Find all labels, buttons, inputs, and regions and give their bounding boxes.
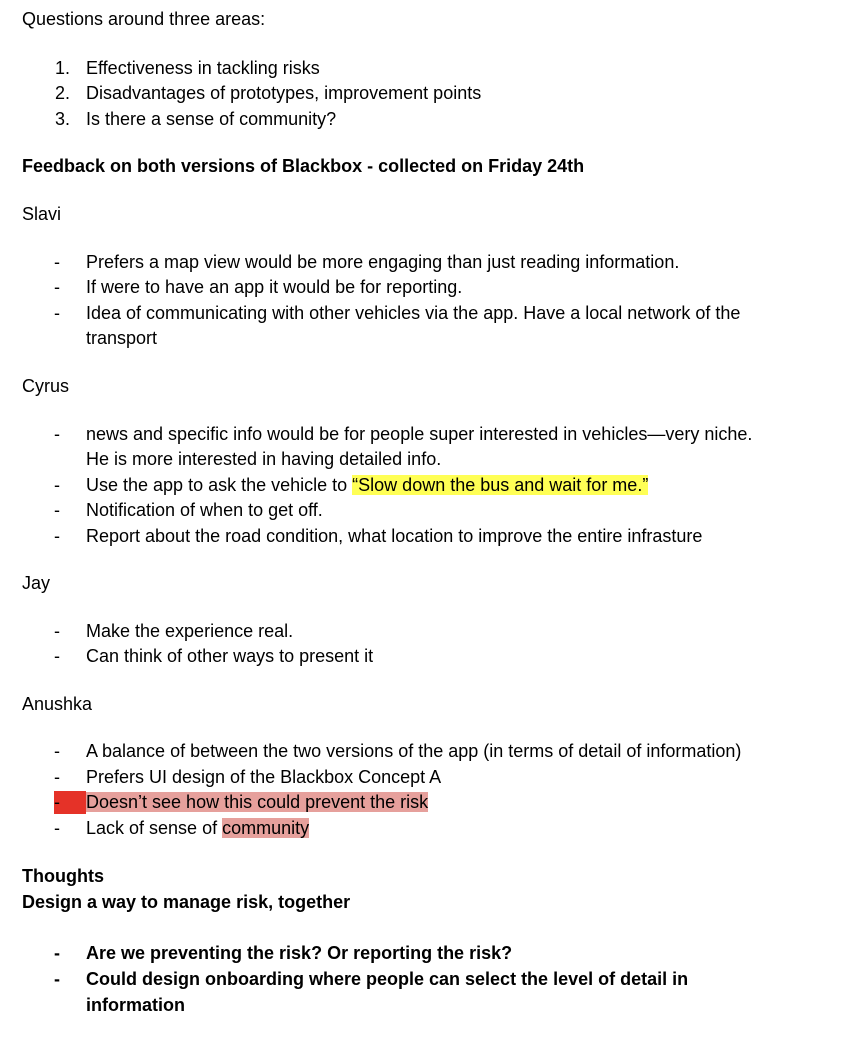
bullet-dash: - — [54, 475, 60, 495]
person-name: Jay — [22, 573, 51, 593]
list-item: Prefers a map view would be more engaging than just reading information. — [86, 252, 680, 272]
bullet-dash: - — [54, 646, 60, 666]
bullet-dash: - — [54, 818, 60, 838]
list-item: Are we preventing the risk? Or reporting the risk? — [86, 943, 513, 963]
list-number: 1. — [55, 58, 71, 78]
person-name: Slavi — [22, 204, 62, 224]
bullet-dash: - — [54, 792, 60, 812]
list-item: Can think of other ways to present it — [86, 646, 374, 666]
bullet-dash: - — [54, 500, 60, 520]
bullet-dash: - — [54, 767, 60, 787]
bullet-dash: - — [54, 526, 60, 546]
item-text: Lack of sense of — [86, 818, 223, 838]
person-name: Cyrus — [22, 376, 70, 396]
bullet-dash: - — [54, 621, 60, 641]
list-item-continuation: He is more interested in having detailed info. — [86, 449, 442, 469]
intro-text: Questions around three areas: — [22, 9, 266, 29]
list-item: A balance of between the two versions of the app (in terms of detail of information) — [86, 741, 742, 761]
list-item: If were to have an app it would be for reporting. — [86, 277, 463, 297]
thoughts-heading: Thoughts — [22, 866, 104, 886]
list-item: Could design onboarding where people can select the level of detail in — [86, 969, 689, 989]
list-item: news and specific info would be for people super interested in vehicles—very niche. — [86, 424, 753, 444]
list-item: Report about the road condition, what location to improve the entire infrasture — [86, 526, 703, 546]
list-number: 3. — [55, 109, 71, 129]
list-item: Prefers UI design of the Blackbox Concept A — [86, 767, 442, 787]
bullet-dash: - — [54, 424, 60, 444]
list-item-continuation: information — [86, 995, 185, 1015]
bullet-dash: - — [54, 969, 60, 989]
list-number: 2. — [55, 83, 71, 103]
bullet-dash: - — [54, 252, 60, 272]
list-item: Effectiveness in tackling risks — [86, 58, 320, 78]
list-item — [86, 815, 309, 841]
list-item-continuation: transport — [86, 328, 158, 348]
highlighted-quote: “Slow down the bus and wait for me.” — [352, 475, 649, 495]
person-name: Anushka — [22, 694, 93, 714]
list-item: Make the experience real. — [86, 621, 294, 641]
list-item: Is there a sense of community? — [86, 109, 337, 129]
list-item: Notification of when to get off. — [86, 500, 323, 520]
list-item: Disadvantages of prototypes, improvement points — [86, 83, 482, 103]
highlighted-word: community — [222, 818, 310, 838]
list-item — [86, 789, 428, 815]
highlighted-text: Doesn’t see how this could prevent the risk — [86, 792, 429, 812]
bullet-dash: - — [54, 943, 60, 963]
list-item — [86, 472, 648, 498]
item-text: Use the app to ask the vehicle to — [86, 475, 353, 495]
thoughts-subheading: Design a way to manage risk, together — [22, 892, 351, 912]
feedback-heading: Feedback on both versions of Blackbox - collected on Friday 24th — [22, 156, 585, 176]
bullet-dash: - — [54, 303, 60, 323]
bullet-dash: - — [54, 741, 60, 761]
bullet-dash: - — [54, 277, 60, 297]
list-item: Idea of communicating with other vehicles via the app. Have a local network of the — [86, 303, 741, 323]
